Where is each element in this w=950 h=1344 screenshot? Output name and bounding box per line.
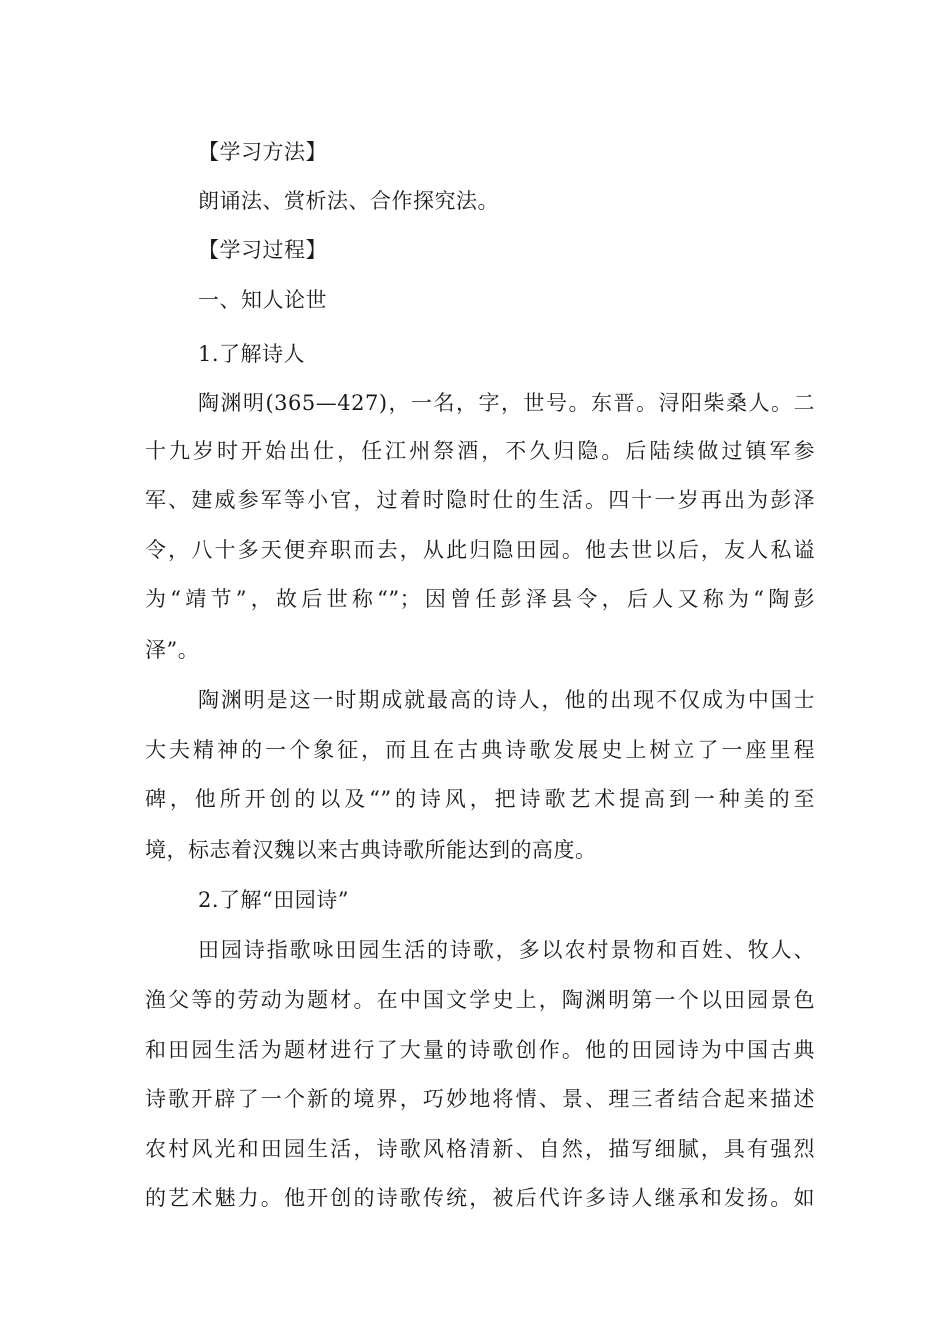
paragraph-line: 碑，他所开创的以及“”的诗风，把诗歌艺术提高到一种美的至 [145, 787, 815, 811]
paragraph-line: 陶渊明是这一时期成就最高的诗人，他的出现不仅成为中国士 [198, 688, 815, 712]
subsection-title-poet: 1.了解诗人 [198, 342, 306, 366]
heading-learning-process: 【学习过程】 [198, 238, 327, 262]
section-title-know-poet: 一、知人论世 [198, 288, 327, 312]
paragraph-line: 田园诗指歌咏田园生活的诗歌，多以农村景物和百姓、牧人、 [198, 938, 815, 962]
learning-methods-text: 朗诵法、赏析法、合作探究法。 [198, 189, 499, 213]
paragraph-line: 令，八十多天便弃职而去，从此归隐田园。他去世以后，友人私谥 [145, 538, 815, 562]
heading-learning-method: 【学习方法】 [198, 140, 327, 164]
paragraph-line: 为“靖节”，故后世称“”；因曾任彭泽县令，后人又称为“陶彭 [145, 587, 815, 611]
paragraph-line: 泽”。 [145, 638, 200, 662]
paragraph-line: 境，标志着汉魏以来古典诗歌所能达到的高度。 [145, 838, 597, 862]
paragraph-line: 诗歌开辟了一个新的境界，巧妙地将情、景、理三者结合起来描述 [145, 1087, 815, 1111]
paragraph-line: 陶渊明(365—427)，一名，字，世号。东晋。浔阳柴桑人。二 [198, 391, 815, 415]
paragraph-line: 的艺术魅力。他开创的诗歌传统，被后代许多诗人继承和发扬。如 [145, 1186, 815, 1210]
paragraph-line: 和田园生活为题材进行了大量的诗歌创作。他的田园诗为中国古典 [145, 1038, 815, 1062]
paragraph-line: 军、建威参军等小官，过着时隐时仕的生活。四十一岁再出为彭泽 [145, 488, 815, 512]
paragraph-line: 十九岁时开始出仕，任江州祭酒，不久归隐。后陆续做过镇军参 [145, 439, 815, 463]
paragraph-line: 渔父等的劳动为题材。在中国文学史上，陶渊明第一个以田园景色 [145, 988, 815, 1012]
subsection-title-pastoral-poetry: 2.了解“田园诗” [198, 888, 350, 912]
paragraph-line: 大夫精神的一个象征，而且在古典诗歌发展史上树立了一座里程 [145, 738, 815, 762]
paragraph-line: 农村风光和田园生活，诗歌风格清新、自然，描写细腻，具有强烈 [145, 1137, 815, 1161]
